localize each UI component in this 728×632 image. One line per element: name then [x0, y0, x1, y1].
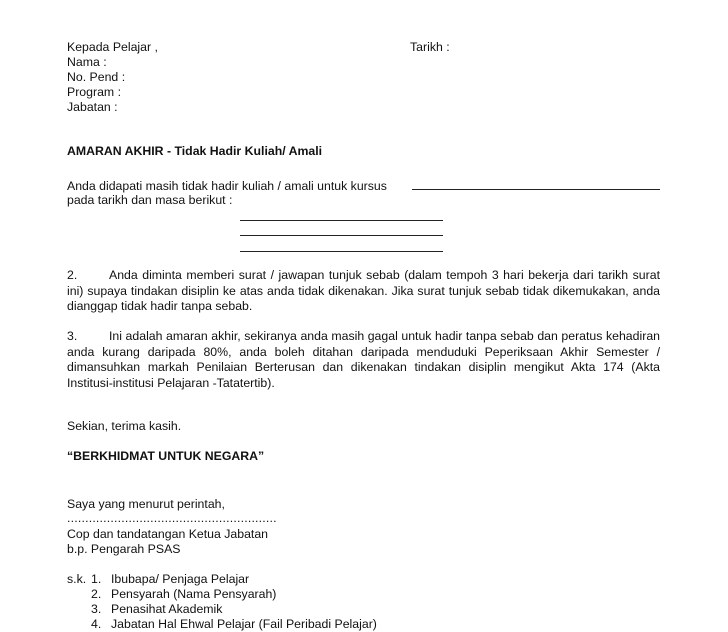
signature-on-behalf: b.p. Pengarah PSAS	[67, 542, 181, 556]
cc-item-number: 2.	[91, 587, 102, 601]
paragraph-3-number: 3.	[67, 329, 78, 343]
intro-line-2: pada tarikh dan masa berikut :	[67, 193, 233, 207]
paragraph-2-text: Anda diminta memberi surat / jawapan tunjuk sebab (dalam tempoh 3 hari bekerja dari tarikh surat ini) supaya tindakan disiplin ke atas anda tidak dikenakan. Jika surat tunjuk sebab tidak dikemukakan, anda dianggap tidak hadir tanpa sebab.	[67, 268, 660, 313]
datetime-blank-line	[240, 251, 443, 252]
datetime-blank-line	[240, 235, 443, 236]
signature-intro: Saya yang menurut perintah,	[67, 497, 225, 511]
paragraph-2	[67, 268, 660, 315]
signature-dotted-line: ..........................................................	[67, 511, 277, 525]
intro-line-1: Anda didapati masih tidak hadir kuliah / amali untuk kursus	[67, 179, 387, 193]
department-label: Jabatan :	[67, 100, 118, 114]
signature-title: Cop dan tandatangan Ketua Jabatan	[67, 527, 269, 541]
cc-list-item	[91, 587, 276, 602]
paragraph-2-number: 2.	[67, 268, 78, 282]
paragraph-3	[67, 329, 660, 391]
cc-item-text: Pensyarah (Nama Pensyarah)	[111, 587, 277, 601]
paragraph-3-text: Ini adalah amaran akhir, sekiranya anda masih gagal untuk hadir tanpa sebab dan peratus kehadiran anda kurang daripada 80%, anda boleh ditahan daripada menduduki Peperiksaan Akhir Semester / dimansuhkan markah Penilaian Berterusan dan dikenakan tindakan disiplin mengikut Akta 174 (Akta Institusi-institusi Pelajaran -Tatatertib).	[67, 329, 660, 390]
closing-text: Sekian, terima kasih.	[67, 419, 182, 433]
date-label: Tarikh :	[410, 40, 450, 54]
cc-item-number: 3.	[91, 602, 102, 616]
letter-subject: AMARAN AKHIR - Tidak Hadir Kuliah/ Amali	[67, 144, 323, 158]
cc-list-item	[91, 602, 222, 617]
cc-item-number: 1.	[91, 572, 102, 586]
cc-list-item	[91, 572, 249, 587]
name-label: Nama :	[67, 55, 107, 69]
student-number-label: No. Pend :	[67, 70, 126, 84]
datetime-blank-line	[240, 220, 443, 221]
course-blank-line	[412, 189, 660, 190]
motto: “BERKHIDMAT UNTUK NEGARA”	[67, 449, 265, 463]
cc-label: s.k.	[67, 572, 87, 586]
cc-item-text: Ibubapa/ Penjaga Pelajar	[111, 572, 250, 586]
recipient-label: Kepada Pelajar ,	[67, 40, 158, 54]
program-label: Program :	[67, 85, 121, 99]
cc-item-text: Jabatan Hal Ehwal Pelajar (Fail Peribadi Pelajar)	[111, 617, 377, 631]
cc-item-number: 4.	[91, 617, 102, 631]
cc-item-text: Penasihat Akademik	[111, 602, 223, 616]
